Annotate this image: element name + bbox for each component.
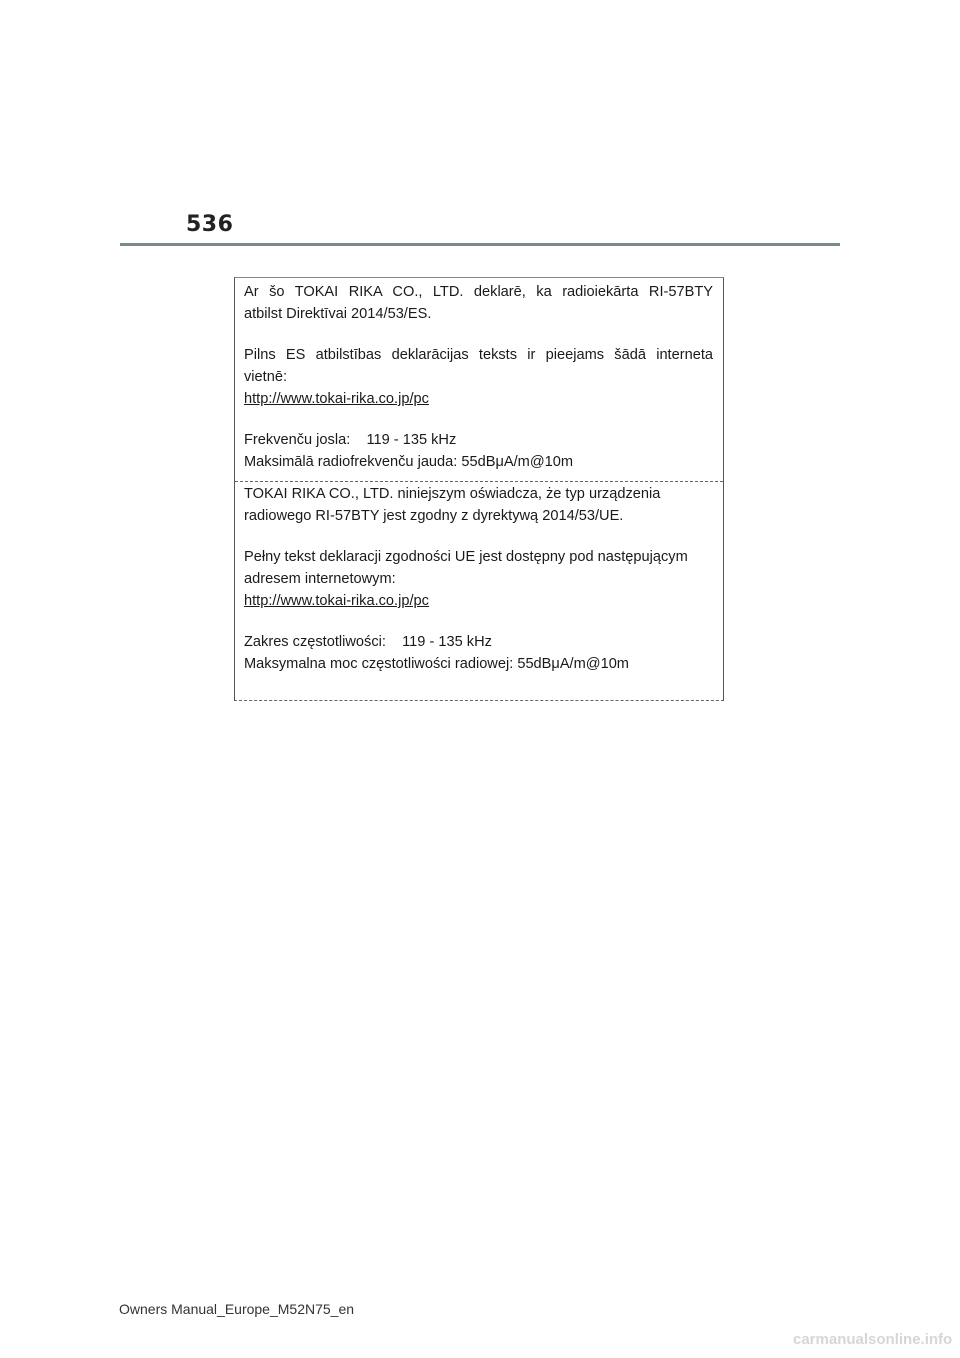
- pl-freq-label: Zakres częstotliwości:: [244, 634, 386, 650]
- lv-line-3: Pilns ES atbilstības deklarācijas teksts ir pieejams šādā interneta: [244, 347, 713, 363]
- lv-power-label: Maksimālā radiofrekvenču jauda:: [244, 454, 458, 470]
- lv-line-4: vietnē:: [244, 369, 287, 385]
- lv-frequency-row: [244, 429, 713, 451]
- declaration-box: [234, 277, 724, 701]
- section-divider: [235, 481, 723, 482]
- lv-freq-label: Frekvenču josla:: [244, 432, 351, 448]
- pl-url-link[interactable]: http://www.tokai-rika.co.jp/pc: [244, 593, 429, 609]
- lv-freq-value: 119 - 135 kHz: [366, 432, 457, 448]
- pl-line-3: Pełny tekst deklaracji zgodności UE jest dostępny pod następującym: [244, 549, 688, 565]
- lv-line-1: Ar šo TOKAI RIKA CO., LTD. deklarē, ka radioiekārta RI-57BTY: [244, 284, 713, 300]
- watermark: carmanualsonline.info: [793, 1331, 953, 1348]
- pl-line-2: radiowego RI-57BTY jest zgodny z dyrektywą 2014/53/UE.: [244, 508, 624, 524]
- document-footer: Owners Manual_Europe_M52N75_en: [119, 1301, 355, 1317]
- pl-power-value: 55dBμA/m@10m: [517, 656, 629, 672]
- pl-line-4: adresem internetowym:: [244, 571, 396, 587]
- pl-line-1: TOKAI RIKA CO., LTD. niniejszym oświadcza, że typ urządzenia: [244, 486, 661, 502]
- lv-line-2: atbilst Direktīvai 2014/53/ES.: [244, 306, 432, 322]
- lv-url-link[interactable]: http://www.tokai-rika.co.jp/pc: [244, 391, 429, 407]
- pl-freq-value: 119 - 135 kHz: [402, 634, 492, 650]
- pl-power-row: [244, 653, 713, 675]
- declaration-latvian: [235, 281, 723, 473]
- lv-power-value: 55dBμA/m@10m: [461, 454, 574, 470]
- pl-power-label: Maksymalna moc częstotliwości radiowej:: [244, 656, 514, 672]
- header-rule: [120, 243, 840, 246]
- pl-frequency-row: [244, 631, 713, 653]
- page-number: 536: [186, 212, 234, 237]
- declaration-polish: [235, 483, 723, 675]
- lv-power-row: [244, 451, 713, 473]
